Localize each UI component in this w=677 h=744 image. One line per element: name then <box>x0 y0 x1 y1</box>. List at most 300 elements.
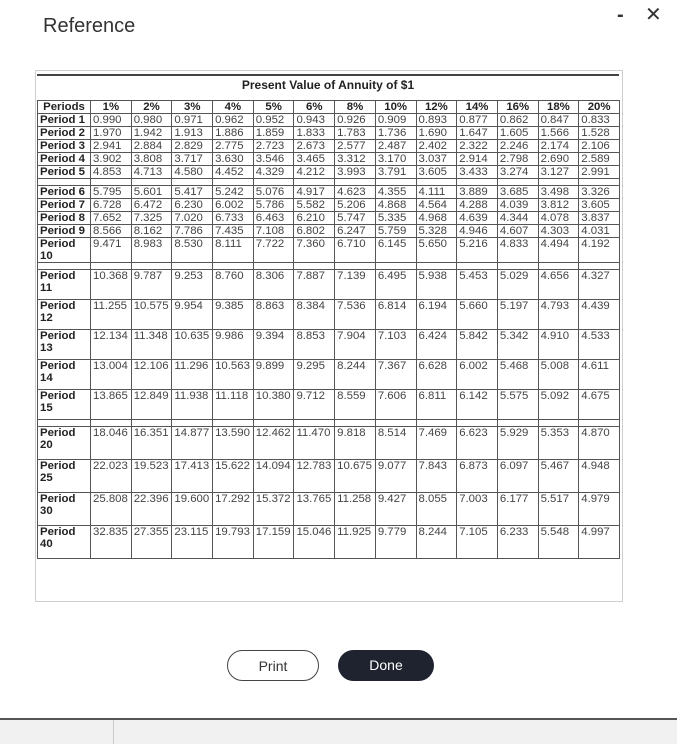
value-cell: 9.427 <box>375 493 416 526</box>
value-cell: 7.103 <box>375 330 416 360</box>
value-cell: 6.811 <box>416 390 457 420</box>
value-cell: 2.322 <box>457 140 498 153</box>
value-cell: 6.247 <box>335 225 376 238</box>
value-cell: 4.564 <box>416 199 457 212</box>
spacer-cell <box>213 263 254 270</box>
value-cell: 4.078 <box>538 212 579 225</box>
value-cell: 4.853 <box>91 166 132 179</box>
value-cell: 6.002 <box>213 199 254 212</box>
bottom-frame <box>0 718 677 744</box>
value-cell: 17.159 <box>253 526 294 559</box>
value-cell: 5.660 <box>457 300 498 330</box>
value-cell: 11.258 <box>335 493 376 526</box>
value-cell: 5.328 <box>416 225 457 238</box>
value-cell: 8.306 <box>253 270 294 300</box>
value-cell: 11.925 <box>335 526 376 559</box>
value-cell: 7.536 <box>335 300 376 330</box>
value-cell: 7.325 <box>131 212 172 225</box>
value-cell: 18.046 <box>91 427 132 460</box>
window-title: Reference <box>43 15 136 37</box>
spacer-cell <box>497 263 538 270</box>
value-cell: 0.971 <box>172 114 213 127</box>
spacer-cell <box>335 263 376 270</box>
value-cell: 9.954 <box>172 300 213 330</box>
value-cell: 3.127 <box>538 166 579 179</box>
value-cell: 7.367 <box>375 360 416 390</box>
value-cell: 2.402 <box>416 140 457 153</box>
value-cell: 4.533 <box>579 330 620 360</box>
header-rate: 18% <box>538 101 579 114</box>
period-label: Period 7 <box>38 199 91 212</box>
value-cell: 5.575 <box>497 390 538 420</box>
spacer-cell <box>38 263 91 270</box>
value-cell: 0.952 <box>253 114 294 127</box>
spacer-cell <box>335 420 376 427</box>
value-cell: 7.105 <box>457 526 498 559</box>
value-cell: 0.833 <box>579 114 620 127</box>
value-cell: 4.580 <box>172 166 213 179</box>
value-cell: 3.630 <box>213 153 254 166</box>
value-cell: 7.360 <box>294 238 335 263</box>
header-rate: 1% <box>91 101 132 114</box>
value-cell: 5.467 <box>538 460 579 493</box>
value-cell: 0.893 <box>416 114 457 127</box>
value-cell: 1.833 <box>294 127 335 140</box>
value-cell: 15.046 <box>294 526 335 559</box>
period-label: Period 2 <box>38 127 91 140</box>
header-rate: 10% <box>375 101 416 114</box>
value-cell: 3.326 <box>579 186 620 199</box>
period-label: Period 12 <box>38 300 91 330</box>
value-cell: 5.582 <box>294 199 335 212</box>
spacer-cell <box>131 179 172 186</box>
value-cell: 12.106 <box>131 360 172 390</box>
value-cell: 3.498 <box>538 186 579 199</box>
header-rate: 6% <box>294 101 335 114</box>
value-cell: 4.327 <box>579 270 620 300</box>
value-cell: 4.111 <box>416 186 457 199</box>
value-cell: 6.142 <box>457 390 498 420</box>
value-cell: 1.736 <box>375 127 416 140</box>
value-cell: 8.530 <box>172 238 213 263</box>
value-cell: 5.029 <box>497 270 538 300</box>
value-cell: 11.255 <box>91 300 132 330</box>
spacer-cell <box>375 263 416 270</box>
value-cell: 6.802 <box>294 225 335 238</box>
value-cell: 6.733 <box>213 212 254 225</box>
spacer-cell <box>416 263 457 270</box>
value-cell: 10.675 <box>335 460 376 493</box>
value-cell: 4.607 <box>497 225 538 238</box>
table-row <box>38 526 620 559</box>
value-cell: 6.177 <box>497 493 538 526</box>
value-cell: 15.622 <box>213 460 254 493</box>
value-cell: 8.111 <box>213 238 254 263</box>
value-cell: 7.108 <box>253 225 294 238</box>
value-cell: 7.652 <box>91 212 132 225</box>
value-cell: 4.611 <box>579 360 620 390</box>
value-cell: 10.635 <box>172 330 213 360</box>
value-cell: 2.487 <box>375 140 416 153</box>
value-cell: 1.690 <box>416 127 457 140</box>
table-row <box>38 493 620 526</box>
value-cell: 6.463 <box>253 212 294 225</box>
table-row <box>38 360 620 390</box>
value-cell: 5.548 <box>538 526 579 559</box>
group-spacer <box>38 179 620 186</box>
spacer-cell <box>294 420 335 427</box>
value-cell: 3.902 <box>91 153 132 166</box>
value-cell: 5.353 <box>538 427 579 460</box>
value-cell: 8.244 <box>335 360 376 390</box>
value-cell: 0.990 <box>91 114 132 127</box>
value-cell: 5.076 <box>253 186 294 199</box>
value-cell: 11.118 <box>213 390 254 420</box>
value-cell: 3.605 <box>579 199 620 212</box>
value-cell: 4.910 <box>538 330 579 360</box>
value-cell: 6.495 <box>375 270 416 300</box>
value-cell: 11.296 <box>172 360 213 390</box>
value-cell: 3.433 <box>457 166 498 179</box>
value-cell: 0.909 <box>375 114 416 127</box>
value-cell: 4.355 <box>375 186 416 199</box>
value-cell: 7.469 <box>416 427 457 460</box>
table-row <box>38 330 620 360</box>
value-cell: 7.887 <box>294 270 335 300</box>
value-cell: 5.517 <box>538 493 579 526</box>
value-cell: 4.868 <box>375 199 416 212</box>
value-cell: 9.712 <box>294 390 335 420</box>
value-cell: 6.233 <box>497 526 538 559</box>
spacer-cell <box>172 420 213 427</box>
value-cell: 4.656 <box>538 270 579 300</box>
value-cell: 10.563 <box>213 360 254 390</box>
value-cell: 5.342 <box>497 330 538 360</box>
value-cell: 23.115 <box>172 526 213 559</box>
spacer-cell <box>538 179 579 186</box>
value-cell: 5.929 <box>497 427 538 460</box>
spacer-cell <box>253 263 294 270</box>
value-cell: 3.808 <box>131 153 172 166</box>
period-label: Period 14 <box>38 360 91 390</box>
value-cell: 9.787 <box>131 270 172 300</box>
value-cell: 5.786 <box>253 199 294 212</box>
value-cell: 4.212 <box>294 166 335 179</box>
value-cell: 3.465 <box>294 153 335 166</box>
value-cell: 7.606 <box>375 390 416 420</box>
value-cell: 6.230 <box>172 199 213 212</box>
value-cell: 3.170 <box>375 153 416 166</box>
divider <box>113 720 114 744</box>
spacer-cell <box>131 263 172 270</box>
value-cell: 8.760 <box>213 270 254 300</box>
value-cell: 14.877 <box>172 427 213 460</box>
value-cell: 7.786 <box>172 225 213 238</box>
spacer-cell <box>131 420 172 427</box>
value-cell: 0.877 <box>457 114 498 127</box>
spacer-cell <box>457 263 498 270</box>
value-cell: 14.094 <box>253 460 294 493</box>
spacer-cell <box>38 420 91 427</box>
spacer-cell <box>497 179 538 186</box>
header-rate: 20% <box>579 101 620 114</box>
value-cell: 16.351 <box>131 427 172 460</box>
table-row <box>38 186 620 199</box>
value-cell: 6.472 <box>131 199 172 212</box>
spacer-cell <box>294 263 335 270</box>
header-rate: 5% <box>253 101 294 114</box>
value-cell: 13.765 <box>294 493 335 526</box>
value-cell: 8.853 <box>294 330 335 360</box>
period-label: Period 30 <box>38 493 91 526</box>
value-cell: 13.004 <box>91 360 132 390</box>
value-cell: 6.814 <box>375 300 416 330</box>
header-rate: 2% <box>131 101 172 114</box>
value-cell: 4.639 <box>457 212 498 225</box>
spacer-cell <box>294 179 335 186</box>
value-cell: 25.808 <box>91 493 132 526</box>
value-cell: 4.494 <box>538 238 579 263</box>
spacer-cell <box>335 179 376 186</box>
period-label: Period 13 <box>38 330 91 360</box>
value-cell: 9.899 <box>253 360 294 390</box>
value-cell: 11.470 <box>294 427 335 460</box>
value-cell: 6.145 <box>375 238 416 263</box>
period-label: Period 8 <box>38 212 91 225</box>
value-cell: 12.849 <box>131 390 172 420</box>
table-row <box>38 225 620 238</box>
value-cell: 4.329 <box>253 166 294 179</box>
value-cell: 4.303 <box>538 225 579 238</box>
value-cell: 4.833 <box>497 238 538 263</box>
value-cell: 5.759 <box>375 225 416 238</box>
value-cell: 1.605 <box>497 127 538 140</box>
period-label: Period 3 <box>38 140 91 153</box>
value-cell: 19.793 <box>213 526 254 559</box>
value-cell: 8.983 <box>131 238 172 263</box>
header-rate: 3% <box>172 101 213 114</box>
print-button[interactable]: Print <box>227 650 319 681</box>
header-rate: 8% <box>335 101 376 114</box>
value-cell: 3.605 <box>416 166 457 179</box>
value-cell: 10.575 <box>131 300 172 330</box>
value-cell: 4.288 <box>457 199 498 212</box>
value-cell: 6.424 <box>416 330 457 360</box>
value-cell: 0.862 <box>497 114 538 127</box>
value-cell: 3.993 <box>335 166 376 179</box>
group-spacer <box>38 263 620 270</box>
table-row <box>38 140 620 153</box>
period-label: Period 9 <box>38 225 91 238</box>
value-cell: 6.628 <box>416 360 457 390</box>
value-cell: 19.600 <box>172 493 213 526</box>
value-cell: 5.747 <box>335 212 376 225</box>
table-row <box>38 199 620 212</box>
value-cell: 6.873 <box>457 460 498 493</box>
value-cell: 0.980 <box>131 114 172 127</box>
value-cell: 4.675 <box>579 390 620 420</box>
period-label: Period 11 <box>38 270 91 300</box>
value-cell: 5.650 <box>416 238 457 263</box>
value-cell: 8.384 <box>294 300 335 330</box>
value-cell: 4.439 <box>579 300 620 330</box>
header-row <box>38 101 620 114</box>
value-cell: 0.943 <box>294 114 335 127</box>
value-cell: 2.914 <box>457 153 498 166</box>
value-cell: 2.246 <box>497 140 538 153</box>
value-cell: 4.192 <box>579 238 620 263</box>
value-cell: 5.092 <box>538 390 579 420</box>
value-cell: 5.242 <box>213 186 254 199</box>
value-cell: 9.471 <box>91 238 132 263</box>
value-cell: 4.793 <box>538 300 579 330</box>
spacer-cell <box>538 420 579 427</box>
value-cell: 1.783 <box>335 127 376 140</box>
value-cell: 2.673 <box>294 140 335 153</box>
spacer-cell <box>172 179 213 186</box>
table-row <box>38 238 620 263</box>
value-cell: 22.023 <box>91 460 132 493</box>
value-cell: 1.528 <box>579 127 620 140</box>
value-cell: 6.002 <box>457 360 498 390</box>
value-cell: 6.097 <box>497 460 538 493</box>
value-cell: 9.253 <box>172 270 213 300</box>
value-cell: 4.623 <box>335 186 376 199</box>
value-cell: 5.216 <box>457 238 498 263</box>
value-cell: 4.344 <box>497 212 538 225</box>
period-label: Period 1 <box>38 114 91 127</box>
table-caption: Present Value of Annuity of $1 <box>241 78 415 92</box>
spacer-cell <box>213 179 254 186</box>
table-row <box>38 270 620 300</box>
spacer-cell <box>457 179 498 186</box>
value-cell: 22.396 <box>131 493 172 526</box>
value-cell: 7.722 <box>253 238 294 263</box>
value-cell: 1.886 <box>213 127 254 140</box>
value-cell: 1.942 <box>131 127 172 140</box>
value-cell: 5.197 <box>497 300 538 330</box>
value-cell: 13.590 <box>213 427 254 460</box>
value-cell: 1.913 <box>172 127 213 140</box>
spacer-cell <box>416 179 457 186</box>
value-cell: 7.904 <box>335 330 376 360</box>
value-cell: 2.941 <box>91 140 132 153</box>
spacer-cell <box>579 420 620 427</box>
value-cell: 2.723 <box>253 140 294 153</box>
value-cell: 4.917 <box>294 186 335 199</box>
value-cell: 9.986 <box>213 330 254 360</box>
spacer-cell <box>579 263 620 270</box>
spacer-cell <box>497 420 538 427</box>
value-cell: 3.312 <box>335 153 376 166</box>
table-row <box>38 212 620 225</box>
value-cell: 9.077 <box>375 460 416 493</box>
period-label: Period 10 <box>38 238 91 263</box>
value-cell: 10.368 <box>91 270 132 300</box>
value-cell: 12.783 <box>294 460 335 493</box>
spacer-cell <box>91 179 132 186</box>
value-cell: 1.647 <box>457 127 498 140</box>
value-cell: 6.194 <box>416 300 457 330</box>
value-cell: 8.566 <box>91 225 132 238</box>
spacer-cell <box>91 263 132 270</box>
table-top-rule <box>37 74 619 76</box>
spacer-cell <box>457 420 498 427</box>
value-cell: 12.462 <box>253 427 294 460</box>
value-cell: 7.435 <box>213 225 254 238</box>
value-cell: 15.372 <box>253 493 294 526</box>
value-cell: 8.863 <box>253 300 294 330</box>
value-cell: 9.818 <box>335 427 376 460</box>
period-label: Period 5 <box>38 166 91 179</box>
period-label: Period 25 <box>38 460 91 493</box>
value-cell: 9.385 <box>213 300 254 330</box>
value-cell: 2.775 <box>213 140 254 153</box>
spacer-cell <box>416 420 457 427</box>
value-cell: 4.452 <box>213 166 254 179</box>
close-icon[interactable]: ✕ <box>645 4 662 26</box>
header-periods: Periods <box>38 101 91 114</box>
value-cell: 5.206 <box>335 199 376 212</box>
value-cell: 4.948 <box>579 460 620 493</box>
period-label: Period 4 <box>38 153 91 166</box>
value-cell: 0.926 <box>335 114 376 127</box>
value-cell: 4.968 <box>416 212 457 225</box>
value-cell: 5.842 <box>457 330 498 360</box>
value-cell: 13.865 <box>91 390 132 420</box>
value-cell: 10.380 <box>253 390 294 420</box>
minimize-icon[interactable]: - <box>617 4 624 26</box>
value-cell: 6.210 <box>294 212 335 225</box>
group-spacer <box>38 420 620 427</box>
value-cell: 3.037 <box>416 153 457 166</box>
value-cell: 32.835 <box>91 526 132 559</box>
header-rate: 12% <box>416 101 457 114</box>
spacer-cell <box>213 420 254 427</box>
value-cell: 3.837 <box>579 212 620 225</box>
value-cell: 2.174 <box>538 140 579 153</box>
spacer-cell <box>538 263 579 270</box>
value-cell: 0.962 <box>213 114 254 127</box>
value-cell: 7.843 <box>416 460 457 493</box>
value-cell: 9.779 <box>375 526 416 559</box>
value-cell: 1.859 <box>253 127 294 140</box>
value-cell: 5.008 <box>538 360 579 390</box>
spacer-cell <box>38 179 91 186</box>
value-cell: 2.798 <box>497 153 538 166</box>
value-cell: 6.623 <box>457 427 498 460</box>
value-cell: 4.946 <box>457 225 498 238</box>
period-label: Period 40 <box>38 526 91 559</box>
value-cell: 3.274 <box>497 166 538 179</box>
period-label: Period 15 <box>38 390 91 420</box>
value-cell: 8.559 <box>335 390 376 420</box>
done-button[interactable]: Done <box>338 650 434 681</box>
table-row <box>38 427 620 460</box>
value-cell: 6.710 <box>335 238 376 263</box>
value-cell: 4.997 <box>579 526 620 559</box>
value-cell: 17.292 <box>213 493 254 526</box>
value-cell: 5.468 <box>497 360 538 390</box>
spacer-cell <box>375 420 416 427</box>
spacer-cell <box>579 179 620 186</box>
value-cell: 2.829 <box>172 140 213 153</box>
header-rate: 14% <box>457 101 498 114</box>
value-cell: 27.355 <box>131 526 172 559</box>
value-cell: 5.938 <box>416 270 457 300</box>
value-cell: 5.335 <box>375 212 416 225</box>
header-rate: 4% <box>213 101 254 114</box>
